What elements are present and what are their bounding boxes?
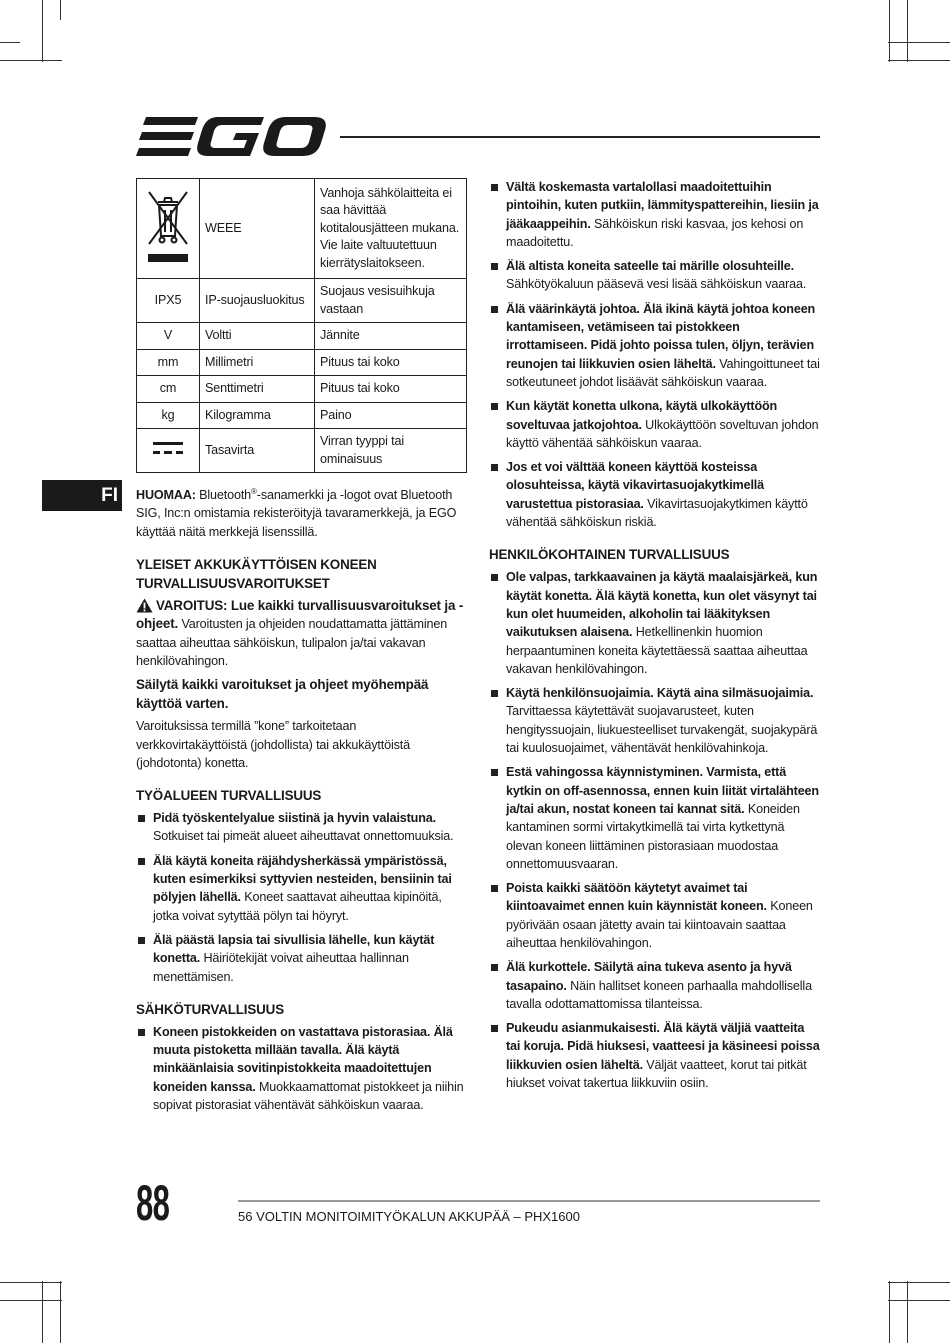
list-item: Koneen pistokkeiden on vastattava pistorasiaa. Älä muuta pistoketta millään tavalla. Älä käytä minkäänlaisia sovitinpistokkeita maadoitettujen koneiden kanssa. Muokkaamattomat pistokkeet ja niihin sopivat pistorasiat vähentävät sähköiskun vaaraa. [136, 1023, 468, 1114]
work-area-list [136, 809, 468, 986]
electrical-list [136, 1023, 468, 1114]
list-item: Poista kaikki säätöön käytetyt avaimet tai kiintoavaimet ennen kuin käynnistät koneen. Koneen pyörivään osaan jätetty avain tai kiintoavain saattaa aiheuttaa henkilövahingon. [489, 879, 821, 952]
symbol-name: Senttimetri [200, 376, 315, 403]
list-item: Jos et voi välttää koneen käyttöä kosteissa olosuhteissa, käytä vikavirtasuojakytkimellä varustettua pistorasiaa. Vikavirtasuojakytkimen käyttö vähentää sähköiskun riskiä. [489, 458, 821, 531]
note-label: HUOMAA: [136, 488, 196, 503]
symbol-cell: cm [137, 376, 200, 403]
warning-bold: VAROITUS: Lue kaikki turvallisuusvaroitukset ja -ohjeet. [136, 598, 464, 632]
section-heading: TYÖALUEEN TURVALLISUUS [136, 788, 322, 804]
symbol-meaning: Virran tyyppi tai ominaisuus [315, 429, 467, 473]
warning-paragraph [136, 597, 468, 670]
symbol-meaning: Pituus tai koko [315, 349, 467, 376]
table-row [137, 323, 467, 350]
weee-bin-icon [146, 188, 190, 264]
symbols-table [136, 178, 467, 473]
crop-mark [889, 0, 890, 62]
warning-triangle-icon [136, 598, 153, 613]
note-text: -sanamerkki ja -logot ovat Bluetooth SIG, Inc:n omistamia rekisteröityjä tavaramerkkejä, ja EGO käyttää näitä merkkejä lisenssillä. [136, 488, 457, 539]
warning-text: Varoitusten ja ohjeiden noudattamatta jättäminen saattaa aiheuttaa sähköiskun, tulipalon ja/tai vakavan henkilövahingon. [136, 617, 448, 668]
left-column [136, 178, 468, 1120]
symbol-meaning: Suojaus vesisuihkuja vastaan [315, 279, 467, 323]
symbol-cell: IPX5 [137, 279, 200, 323]
crop-mark [0, 1300, 62, 1301]
list-item: Pidä työskentelyalue siistinä ja hyvin valaistuna. Sotkuiset tai pimeät alueet aiheuttavat onnettomuuksia. [136, 809, 468, 846]
language-tab: FI [42, 480, 122, 511]
symbol-cell [137, 179, 200, 279]
list-item: Älä käytä koneita räjähdysherkässä ympäristössä, kuten esimerkiksi syttyvien nesteiden, bensiinin tai pölyjen lähellä. Koneet saattavat aiheuttaa kipinöitä, jotka voivat sytyttää pölyn tai höyryt. [136, 852, 468, 925]
list-item: Estä vahingossa käynnistyminen. Varmista, että kytkin on off-asennossa, ennen kuin liität virtalähteen ja/tai akun, nostat koneen tai kannat sitä. Koneiden kantaminen sormi virtakytkimellä tai virta kytkettynä olevan koneen liittäminen pistorasiaan muodostaa onnettomuusvaaran. [489, 763, 821, 873]
list-item: Älä altista koneita sateelle tai märille olosuhteille. Sähkötyökaluun pääsevä vesi lisää sähköiskun vaaraa. [489, 257, 821, 294]
symbol-meaning: Paino [315, 402, 467, 429]
crop-mark [60, 0, 61, 20]
table-row [137, 376, 467, 403]
right-column [489, 178, 821, 1098]
list-item: Älä väärinkäytä johtoa. Älä ikinä käytä johtoa koneen kantamiseen, vetämiseen tai pistokkeen irrottamiseen. Pidä johto poissa tulen, öljyn, terävien reunojen tai liikkuvien osien läheltä. Vahingoittuneet tai sotkeutuneet johdot lisäävät sähköiskun vaaraa. [489, 300, 821, 391]
note-text: Bluetooth [195, 488, 252, 503]
list-item: Älä päästä lapsia tai sivullisia lähelle, kun käytät konetta. Häiriötekijät voivat aiheuttaa hallinnan menettämisen. [136, 931, 468, 986]
header-rule [340, 136, 820, 138]
symbol-name: Kilogramma [200, 402, 315, 429]
table-row [137, 179, 467, 279]
symbol-name: Tasavirta [200, 429, 315, 473]
section-heading: SÄHKÖTURVALLISUUS [136, 1001, 284, 1017]
page-number: 88 [136, 1175, 170, 1231]
crop-mark [60, 1281, 61, 1343]
table-row [137, 349, 467, 376]
list-item: Älä kurkottele. Säilytä aina tukeva asento ja hyvä tasapaino. Näin hallitset koneen parhaalla mahdollisella tavalla odottamattomissa tilanteissa. [489, 958, 821, 1013]
symbol-name: IP-suojausluokitus [200, 279, 315, 323]
symbol-cell: kg [137, 402, 200, 429]
list-item: Ole valpas, tarkkaavainen ja käytä maalaisjärkeä, kun käytät konetta. Älä käytä konetta, kun olet väsynyt tai kun olet huumeiden, alkoholin tai lääkityksen vaikutuksen alaisena. Hetkellinenkin huomion herpaantuminen koneita käytettäessä saattaa aiheuttaa vakavan henkilövahingon. [489, 568, 821, 678]
crop-mark [907, 1281, 908, 1343]
ego-logo [136, 115, 326, 159]
crop-mark [889, 1281, 890, 1343]
symbol-cell: V [137, 323, 200, 350]
crop-mark [0, 42, 20, 43]
section-heading: YLEISET AKKUKÄYTTÖISEN KONEEN TURVALLISUUSVAROITUKSET [136, 557, 377, 592]
crop-mark [888, 60, 950, 61]
table-row [137, 402, 467, 429]
section-heading: HENKILÖKOHTAINEN TURVALLISUUS [489, 547, 730, 563]
table-row [137, 429, 467, 473]
save-instructions: Säilytä kaikki varoitukset ja ohjeet myöhempää käyttöä varten. [136, 677, 429, 711]
dc-current-icon [153, 440, 183, 456]
footer-title: 56 VOLTIN MONITOIMITYÖKALUN AKKUPÄÄ – PHX1600 [238, 1209, 580, 1224]
symbol-meaning: Vanhoja sähkölaitteita ei saa hävittää kotitalousjätteen mukana. Vie laite valtuutettuun kierrätyslaitokseen. [315, 179, 467, 279]
crop-mark [888, 42, 950, 43]
table-row [137, 279, 467, 323]
symbol-name: WEEE [200, 179, 315, 279]
crop-mark [42, 1281, 43, 1343]
crop-mark [0, 60, 62, 61]
crop-mark [0, 1282, 62, 1283]
symbol-name: Voltti [200, 323, 315, 350]
crop-mark [888, 1300, 950, 1301]
symbol-cell: mm [137, 349, 200, 376]
list-item: Pukeudu asianmukaisesti. Älä käytä väljiä vaatteita tai koruja. Pidä hiuksesi, vaatteesi ja käsineesi poissa liikkuvien osien läheltä. Väljät vaatteet, korut tai pitkät hiukset voivat takertua liikkuviin osiin. [489, 1019, 821, 1092]
symbol-meaning: Pituus tai koko [315, 376, 467, 403]
registered-mark: ® [251, 487, 257, 496]
symbol-name: Millimetri [200, 349, 315, 376]
symbol-meaning: Jännite [315, 323, 467, 350]
crop-mark [888, 1282, 950, 1283]
crop-mark [42, 0, 43, 62]
list-item: Vältä koskemasta vartalollasi maadoitettuihin pintoihin, kuten putkiin, lämmityspattereihin, liesiin ja jääkaappeihin. Sähköiskun riski kasvaa, jos kehosi on maadoitettu. [489, 178, 821, 251]
footer-rule [238, 1200, 820, 1202]
crop-mark [907, 0, 908, 62]
symbol-cell [137, 429, 200, 473]
list-item: Käytä henkilönsuojaimia. Käytä aina silmäsuojaimia. Tarvittaessa käytettävät suojavarusteet, kuten hengityssuojain, liukuesteelliset turvakengät, suojakypärä tai kuulosuojaimet, vähentävät henkilövahinkoja. [489, 684, 821, 757]
list-item: Kun käytät konetta ulkona, käytä ulkokäyttöön soveltuvaa jatkojohtoa. Ulkokäyttöön soveltuvan johdon käyttö vähentää sähköiskun vaaraa. [489, 397, 821, 452]
bluetooth-note [136, 483, 468, 541]
term-definition: Varoituksissa termillä ”kone” tarkoitetaan verkkovirtakäyttöistä (johdollista) tai akkukäyttöistä (johdotonta) konetta. [136, 719, 410, 770]
personal-list [489, 568, 821, 1092]
electrical-list-continued [489, 178, 821, 531]
